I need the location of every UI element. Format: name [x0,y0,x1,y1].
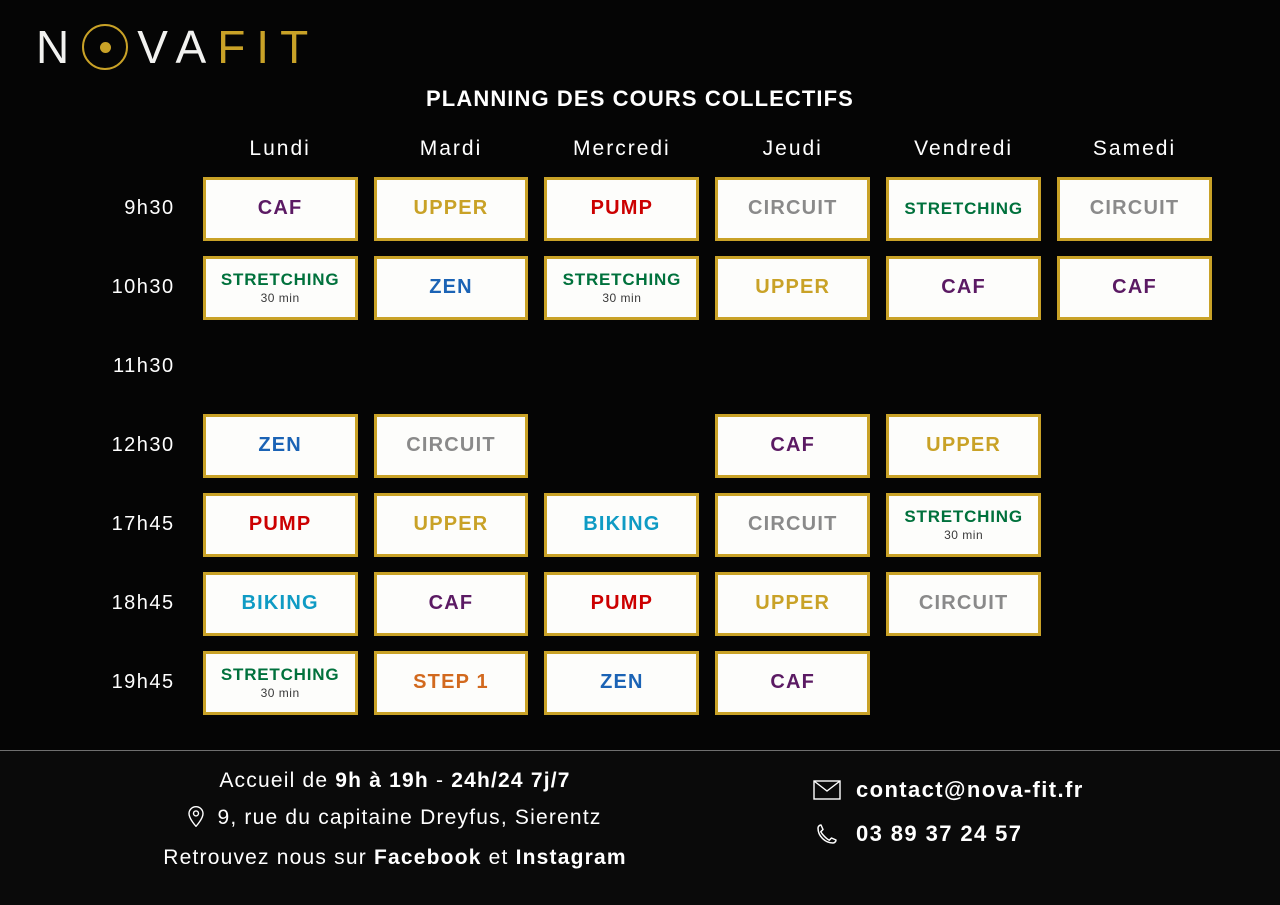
class-slot [195,485,366,564]
class-slot [195,643,366,722]
opening-hours-line [0,769,790,793]
class-name: STRETCHING [220,664,340,684]
class-name: PUMP [590,592,654,614]
empty-slot [1049,406,1220,485]
class-name: CAF [428,592,474,614]
day-header-mercredi: Mercredi [573,137,671,160]
logo-letters-fit: FIT [217,21,320,73]
empty-slot [195,327,366,406]
schedule-body [60,169,1220,722]
novafit-logo [36,16,319,78]
schedule-table [60,136,1220,722]
social-prefix: Retrouvez nous sur [163,846,374,869]
class-card[interactable] [1057,177,1212,241]
class-card[interactable] [886,493,1041,557]
hours-prefix: Accueil de [219,769,336,792]
class-slot [536,564,707,643]
class-slot [195,169,366,248]
grid-corner [60,136,195,169]
class-slot [536,643,707,722]
class-name: STEP 1 [413,671,489,693]
logo-letter-n: N [36,21,81,73]
class-card[interactable] [374,493,529,557]
footer [0,751,1280,905]
empty-slot [878,327,1049,406]
class-slot [707,643,878,722]
class-name: ZEN [258,434,302,456]
class-card[interactable] [203,256,358,320]
phone-icon [810,823,844,845]
time-label: 9h30 [124,197,175,219]
class-slot [366,485,537,564]
class-name: STRETCHING [904,506,1023,526]
social-separator: et [481,846,516,869]
logo-target-dot [100,42,111,53]
class-slot [878,169,1049,248]
class-card[interactable] [715,493,870,557]
class-slot [878,406,1049,485]
logo-letters-va: VA [137,21,218,73]
schedule-row [60,327,1220,406]
class-slot [536,248,707,327]
class-card[interactable] [715,256,870,320]
day-header-vendredi: Vendredi [914,137,1014,160]
schedule-row [60,248,1220,327]
class-name: BIKING [583,513,661,535]
facebook-link[interactable]: Facebook [373,846,482,869]
class-slot [707,248,878,327]
class-name: CAF [257,197,303,219]
class-name: UPPER [755,592,831,614]
class-card[interactable] [544,572,699,636]
empty-slot [536,406,707,485]
class-slot [366,564,537,643]
class-slot [366,406,537,485]
class-slot [195,406,366,485]
class-name: CAF [1112,276,1157,298]
class-name: CIRCUIT [747,197,838,219]
class-name: UPPER [413,513,489,535]
class-duration: 30 min [260,290,300,305]
address-text: 9, rue du capitaine Dreyfus, Sierentz [217,806,602,829]
class-card[interactable] [203,651,358,715]
logo-target-icon [82,24,128,70]
class-card[interactable] [203,177,358,241]
schedule-row [60,564,1220,643]
class-name: CIRCUIT [406,434,496,456]
schedule-grid [60,136,1220,722]
class-slot [878,248,1049,327]
time-label: 10h30 [111,276,175,298]
class-card[interactable] [544,256,699,320]
class-name: ZEN [429,276,473,298]
class-slot [366,248,537,327]
phone-row[interactable] [800,821,1270,847]
class-card[interactable] [544,177,699,241]
class-name: ZEN [600,671,644,693]
class-slot [707,406,878,485]
class-card[interactable] [203,493,358,557]
class-card[interactable] [715,572,870,636]
day-header-mardi: Mardi [419,137,483,160]
class-card[interactable] [715,177,870,241]
class-slot [707,564,878,643]
class-card[interactable] [203,572,358,636]
class-name: STRETCHING [562,269,682,289]
class-slot [195,564,366,643]
instagram-link[interactable]: Instagram [515,846,627,869]
class-card[interactable] [1057,256,1212,320]
class-slot [878,564,1049,643]
schedule-row [60,643,1220,722]
class-duration: 30 min [260,685,300,700]
class-card[interactable] [374,256,529,320]
time-label: 17h45 [111,513,175,535]
class-name: STRETCHING [220,269,340,289]
hours-access: 24h/24 7j/7 [451,769,571,792]
hours-separator: - [428,769,452,792]
class-card[interactable] [715,651,870,715]
empty-slot [1049,485,1220,564]
class-card[interactable] [544,651,699,715]
empty-slot [1049,327,1220,406]
class-name: UPPER [413,197,489,219]
address-line [0,806,790,833]
time-label: 11h30 [113,355,175,377]
class-card[interactable] [886,572,1041,636]
email-row[interactable] [800,777,1270,803]
envelope-icon [810,780,844,800]
day-header-row [60,136,1220,169]
class-name: CAF [770,434,816,456]
class-slot [707,485,878,564]
class-slot [1049,169,1220,248]
class-card[interactable] [886,177,1041,241]
time-label: 19h45 [111,671,175,693]
class-slot [1049,248,1220,327]
time-label: 18h45 [111,592,175,614]
empty-slot [366,327,537,406]
class-name: PUMP [590,197,654,219]
class-card[interactable] [374,414,529,478]
class-card[interactable] [715,414,870,478]
empty-slot [536,327,707,406]
class-card[interactable] [886,256,1041,320]
class-slot [536,485,707,564]
class-name: UPPER [926,434,1002,456]
class-name: STRETCHING [904,198,1023,218]
class-card[interactable] [374,177,529,241]
location-pin-icon [188,806,204,833]
empty-slot [1049,643,1220,722]
class-duration: 30 min [602,290,642,305]
class-name: UPPER [755,276,831,298]
class-slot [707,169,878,248]
email-text: contact@nova-fit.fr [856,777,1084,802]
footer-contact-block [800,777,1270,865]
day-header-jeudi: Jeudi [762,137,823,160]
class-name: CIRCUIT [918,592,1009,614]
class-name: CIRCUIT [747,513,838,535]
class-card[interactable] [374,572,529,636]
class-slot [366,643,537,722]
schedule-row [60,485,1220,564]
phone-text: 03 89 37 24 57 [856,821,1023,846]
class-name: PUMP [248,513,312,535]
empty-slot [707,327,878,406]
day-header-lundi: Lundi [249,137,311,160]
time-label: 12h30 [111,434,175,456]
empty-slot [878,643,1049,722]
schedule-row [60,406,1220,485]
hours-range: 9h à 19h [335,769,429,792]
class-card[interactable] [374,651,529,715]
class-slot [366,169,537,248]
class-slot [878,485,1049,564]
class-card[interactable] [544,493,699,557]
footer-info-block [0,769,790,883]
class-name: CAF [770,671,816,693]
class-duration: 30 min [944,527,984,542]
class-name: CIRCUIT [1089,197,1180,219]
class-name: BIKING [241,592,319,614]
day-header-samedi: Samedi [1092,137,1177,160]
class-slot [536,169,707,248]
schedule-row [60,169,1220,248]
class-slot [195,248,366,327]
class-card[interactable] [886,414,1041,478]
social-line [0,846,790,870]
page-title: PLANNING DES COURS COLLECTIFS [426,86,854,111]
class-name: CAF [941,276,986,298]
class-card[interactable] [203,414,358,478]
empty-slot [1049,564,1220,643]
